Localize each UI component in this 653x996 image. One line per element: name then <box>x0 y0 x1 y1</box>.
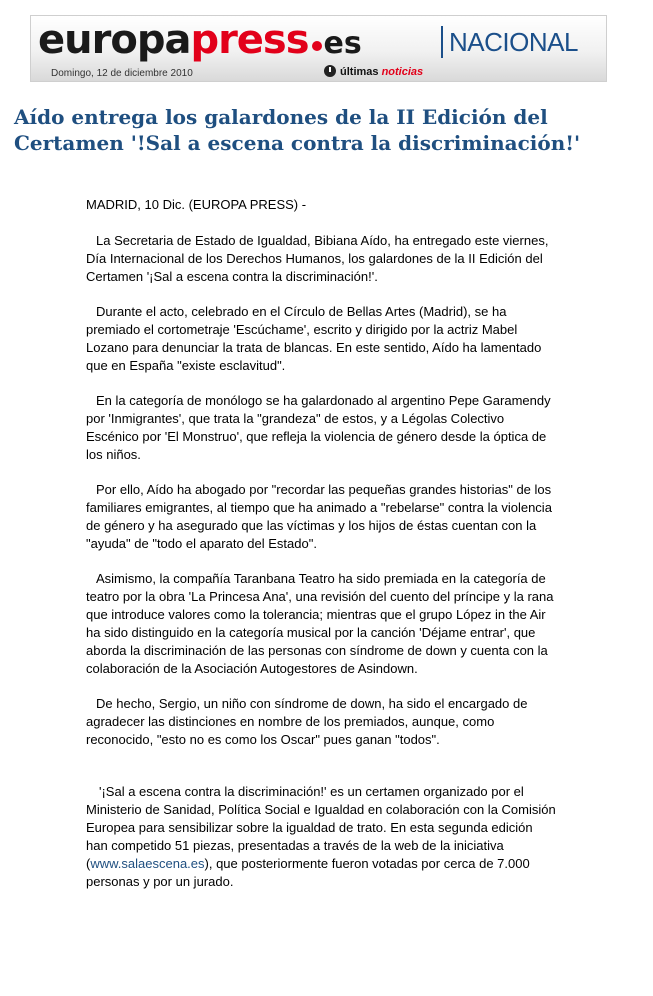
article-paragraph-2: Durante el acto, celebrado en el Círculo de Bellas Artes (Madrid), se ha premiado el cortometraje 'Escúchame', escrito y dirigido por la actriz Mabel Lozano para denunciar la trata de blancas. En este sentido, Aído ha lamentado que en España "existe esclavitud". <box>86 304 542 373</box>
article-dateline: MADRID, 10 Dic. (EUROPA PRESS) - <box>86 197 307 212</box>
closing-text-start: '¡Sal a escena contra la discriminación!' es un certamen organizado por el Ministerio de Sanidad, Política Social e Igualdad en colaboración con la Comisión Europea para sensibilizar sobre la igualdad de trato. En esta segunda edición han competido 51 piezas, presentadas a través de la web de la iniciativa ( <box>86 784 556 871</box>
logo-dot <box>312 41 322 51</box>
header-banner <box>30 15 607 82</box>
logo-es: es <box>323 26 362 61</box>
article-paragraph-4: Por ello, Aído ha abogado por "recordar las pequeñas grandes historias" de los familiares emigrantes, al tiempo que ha animado a "rebelarse" contra la violencia de género y ha asegurado que las víctimas y los hijos de éstas cuentan con la "ayuda" de "todo el aparato del Estado". <box>86 482 552 551</box>
article-paragraph-6: De hecho, Sergio, un niño con síndrome de down, ha sido el encargado de agradecer las distinciones en nombre de los premiados, aunque, como reconocido, "esto no es como los Oscar" pues ganan "todos". <box>86 696 528 747</box>
ultimas-label: últimas <box>340 66 379 78</box>
header-date: Domingo, 12 de diciembre 2010 <box>51 68 193 79</box>
article-closing-paragraph <box>86 783 556 891</box>
noticias-label: noticias <box>381 66 424 78</box>
logo-press: press <box>190 17 309 63</box>
logo-europa: europa <box>38 17 191 63</box>
europapress-logo[interactable] <box>38 12 362 72</box>
article-paragraph-1: La Secretaria de Estado de Igualdad, Bibiana Aído, ha entregado este viernes, Día Internacional de los Derechos Humanos, los galardones de la II Edición del Certamen '¡Sal a escena contra la discriminación!'. <box>86 233 549 284</box>
salaescena-link[interactable]: www.salaescena.es <box>90 856 205 871</box>
clock-icon <box>324 65 336 77</box>
closing-text-end: ), que posteriormente fueron votadas por cerca de 7.000 personas y por un jurado. <box>86 856 530 889</box>
article-title: Aído entrega los galardones de la II Edición del Certamen '!Sal a escena contra la discriminación!' <box>14 105 581 155</box>
article-paragraph-3: En la categoría de monólogo se ha galardonado al argentino Pepe Garamendy por 'Inmigrantes', que trata la "grandeza" de estos, y a Légolas Colectivo Escénico por 'El Monstruo', que refleja la violencia de género desde la óptica de los niños. <box>86 393 551 462</box>
section-label[interactable]: NACIONAL <box>449 27 578 57</box>
ultimas-noticias-link[interactable] <box>324 65 423 79</box>
article-body <box>86 196 556 908</box>
header-divider <box>441 26 443 58</box>
article-paragraph-5: Asimismo, la compañía Taranbana Teatro ha sido premiada en la categoría de teatro por la obra 'La Princesa Ana', una revisión del cuento del príncipe y la rana que introduce valores como la tolerancia; mientras que el grupo López in the Air ha sido distinguido en la categoría musical por la canción 'Déjame entrar', que aborda la discriminación de las personas con síndrome de down y cuenta con la colaboración de la Asociación Autogestores de Asindown. <box>86 571 554 676</box>
